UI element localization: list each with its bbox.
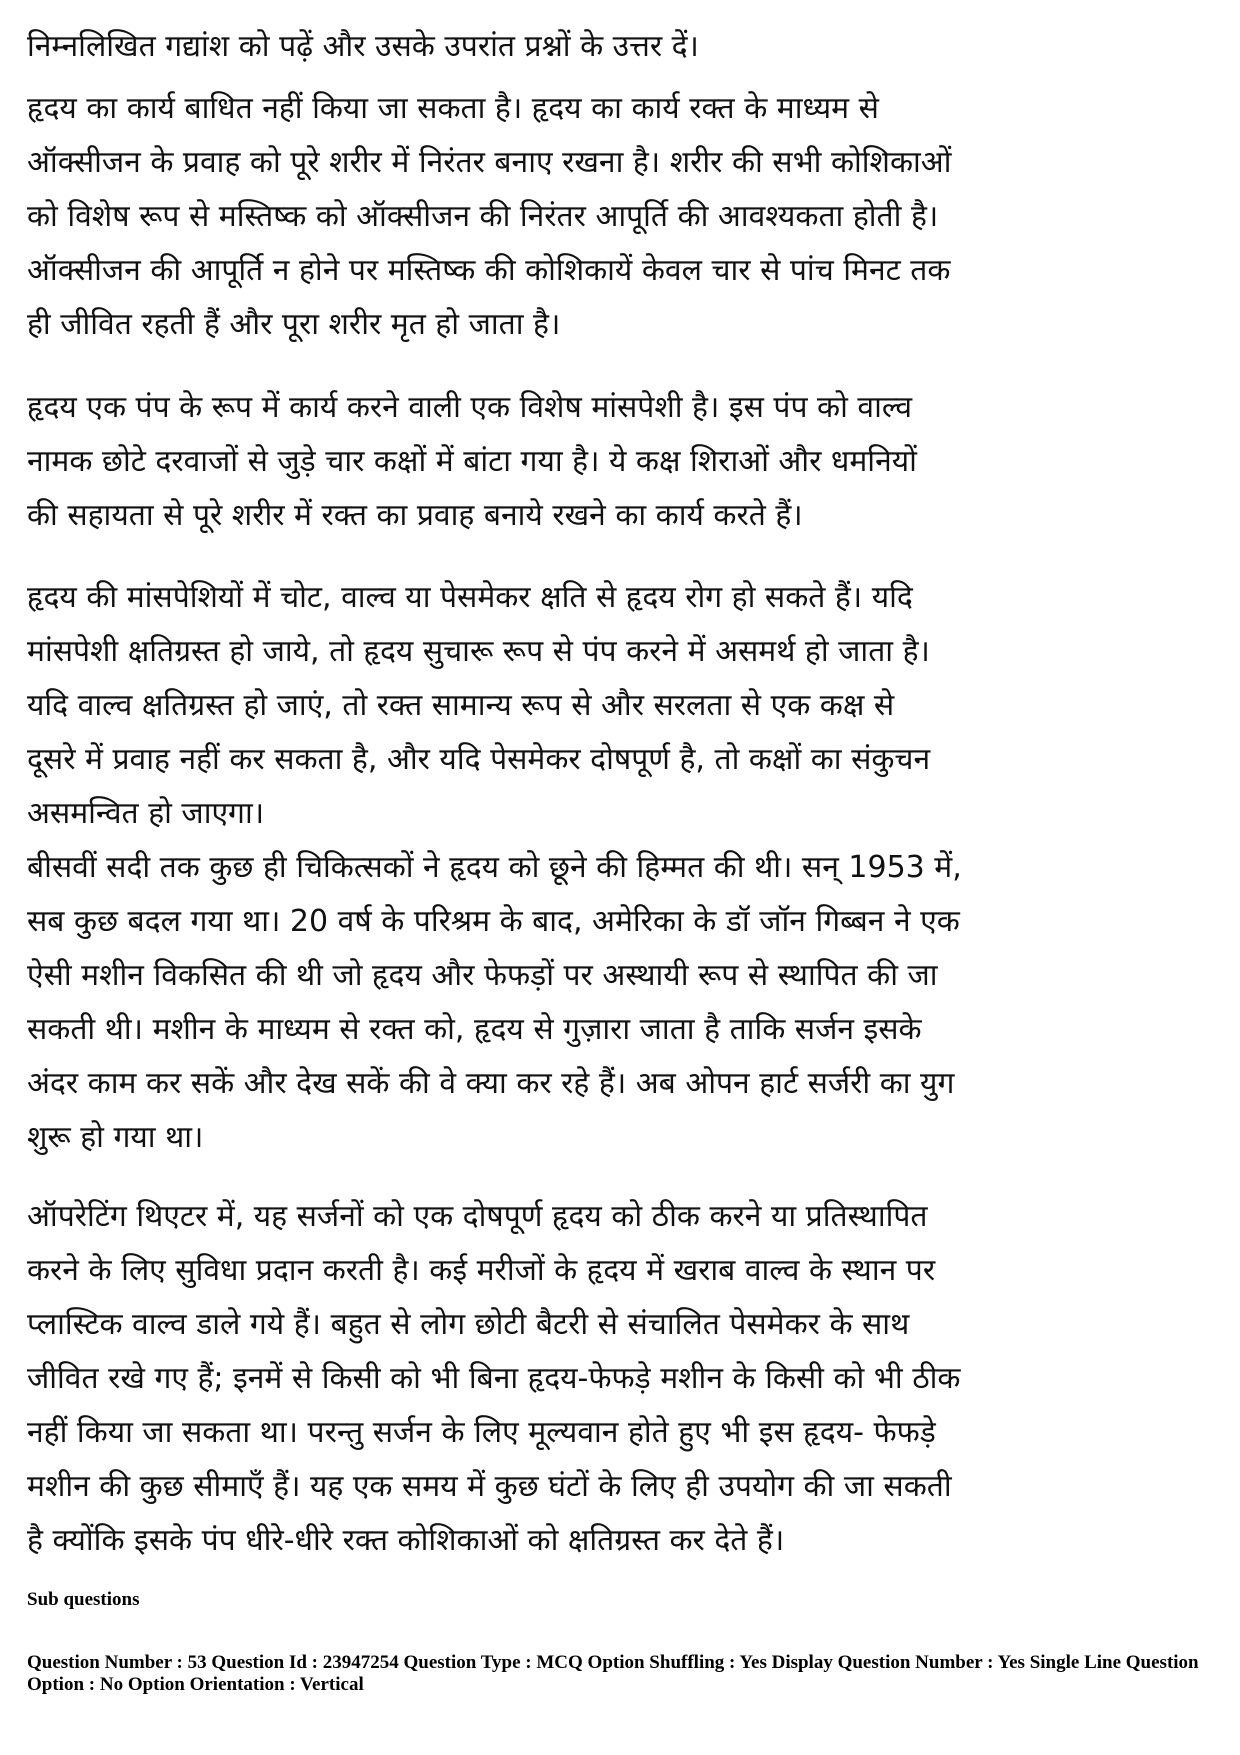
- passage-line: नहीं किया जा सकता था। परन्तु सर्जन के लिए मूल्यवान होते हुए भी इस हृदय- फेफड़े: [27, 1415, 936, 1450]
- passage-line: सकती थी। मशीन के माध्यम से रक्त को, हृदय से गुज़ारा जाता है ताकि सर्जन इसके: [27, 1012, 922, 1047]
- passage-line: है क्योंकि इसके पंप धीरे-धीरे रक्त कोशिकाओं को क्षतिग्रस्त कर देते हैं।: [27, 1523, 785, 1558]
- passage-line: हृदय की मांसपेशियों में चोट, वाल्व या पेसमेकर क्षति से हृदय रोग हो सकते हैं। यदि: [27, 580, 913, 615]
- passage-line: असमन्वित हो जाएगा।: [27, 796, 265, 831]
- sub-questions-heading: Sub questions: [27, 1589, 140, 1610]
- passage-line: करने के लिए सुविधा प्रदान करती है। कई मरीजों के हृदय में खराब वाल्व के स्थान पर: [27, 1253, 936, 1288]
- passage-paragraph-1: [27, 82, 1142, 352]
- passage-line: मांसपेशी क्षतिग्रस्त हो जाये, तो हृदय सुचारू रूप से पंप करने में असमर्थ हो जाता है।: [27, 634, 930, 669]
- passage-paragraph-4: [27, 1190, 1142, 1568]
- passage-line: यदि वाल्व क्षतिग्रस्त हो जाएं, तो रक्त सामान्य रूप से और सरलता से एक कक्ष से: [27, 688, 895, 723]
- passage-line: ही जीवित रहती हैं और पूरा शरीर मृत हो जाता है।: [27, 307, 561, 342]
- passage-line: मशीन की कुछ सीमाएँ हैं। यह एक समय में कुछ घंटों के लिए ही उपयोग की जा सकती: [27, 1469, 952, 1504]
- passage-paragraph-3: [27, 571, 1142, 1165]
- instruction-text: निम्नलिखित गद्यांश को पढ़ें और उसके उपरांत प्रश्नों के उत्तर दें।: [27, 29, 699, 64]
- passage-line: ऑक्सीजन की आपूर्ति न होने पर मस्तिष्क की कोशिकायें केवल चार से पांच मिनट तक: [27, 253, 951, 288]
- passage-line: ऐसी मशीन विकसित की थी जो हृदय और फेफड़ों पर अस्थायी रूप से स्थापित की जा: [27, 958, 938, 993]
- passage-line: शुरू हो गया था।: [27, 1120, 204, 1155]
- passage-line: अंदर काम कर सकें और देख सकें की वे क्या कर रहे हैं। अब ओपन हार्ट सर्जरी का युग: [27, 1066, 955, 1101]
- passage-paragraph-2: [27, 381, 1142, 543]
- passage-line: सब कुछ बदल गया था। 20 वर्ष के परिश्रम के बाद, अमेरिका के डॉ जॉन गिब्बन ने एक: [27, 904, 960, 939]
- passage-line: ऑक्सीजन के प्रवाह को पूरे शरीर में निरंतर बनाए रखना है। शरीर की सभी कोशिकाओं: [27, 145, 952, 180]
- passage-line: जीवित रखे गए हैं; इनमें से किसी को भी बिना हृदय-फेफड़े मशीन के किसी को भी ठीक: [27, 1361, 961, 1396]
- question-metadata: Question Number : 53 Question Id : 23947254 Question Type : MCQ Option Shuffling : Yes Display Question Number : Yes Single Line Question Option : No Option Orientation : Vertical: [27, 1652, 1199, 1695]
- passage-line: बीसवीं सदी तक कुछ ही चिकित्सकों ने हृदय को छूने की हिम्मत की थी। सन् 1953 में,: [27, 850, 962, 885]
- passage-line: हृदय एक पंप के रूप में कार्य करने वाली एक विशेष मांसपेशी है। इस पंप को वाल्व: [27, 390, 913, 425]
- passage-line: प्लास्टिक वाल्व डाले गये हैं। बहुत से लोग छोटी बैटरी से संचालित पेसमेकर के साथ: [27, 1307, 910, 1342]
- passage-line: ऑपरेटिंग थिएटर में, यह सर्जनों को एक दोषपूर्ण हृदय को ठीक करने या प्रतिस्थापित: [27, 1199, 928, 1234]
- passage-instruction: [27, 20, 1142, 74]
- passage-line: दूसरे में प्रवाह नहीं कर सकता है, और यदि पेसमेकर दोषपूर्ण है, तो कक्षों का संकुचन: [27, 742, 931, 777]
- passage-line: हृदय का कार्य बाधित नहीं किया जा सकता है। हृदय का कार्य रक्त के माध्यम से: [27, 91, 879, 126]
- passage-line: नामक छोटे दरवाजों से जुड़े चार कक्षों में बांटा गया है। ये कक्ष शिराओं और धमनियों: [27, 444, 917, 479]
- passage-line: को विशेष रूप से मस्तिष्क को ऑक्सीजन की निरंतर आपूर्ति की आवश्यकता होती है।: [27, 199, 939, 234]
- passage-line: की सहायता से पूरे शरीर में रक्त का प्रवाह बनाये रखने का कार्य करते हैं।: [27, 498, 803, 533]
